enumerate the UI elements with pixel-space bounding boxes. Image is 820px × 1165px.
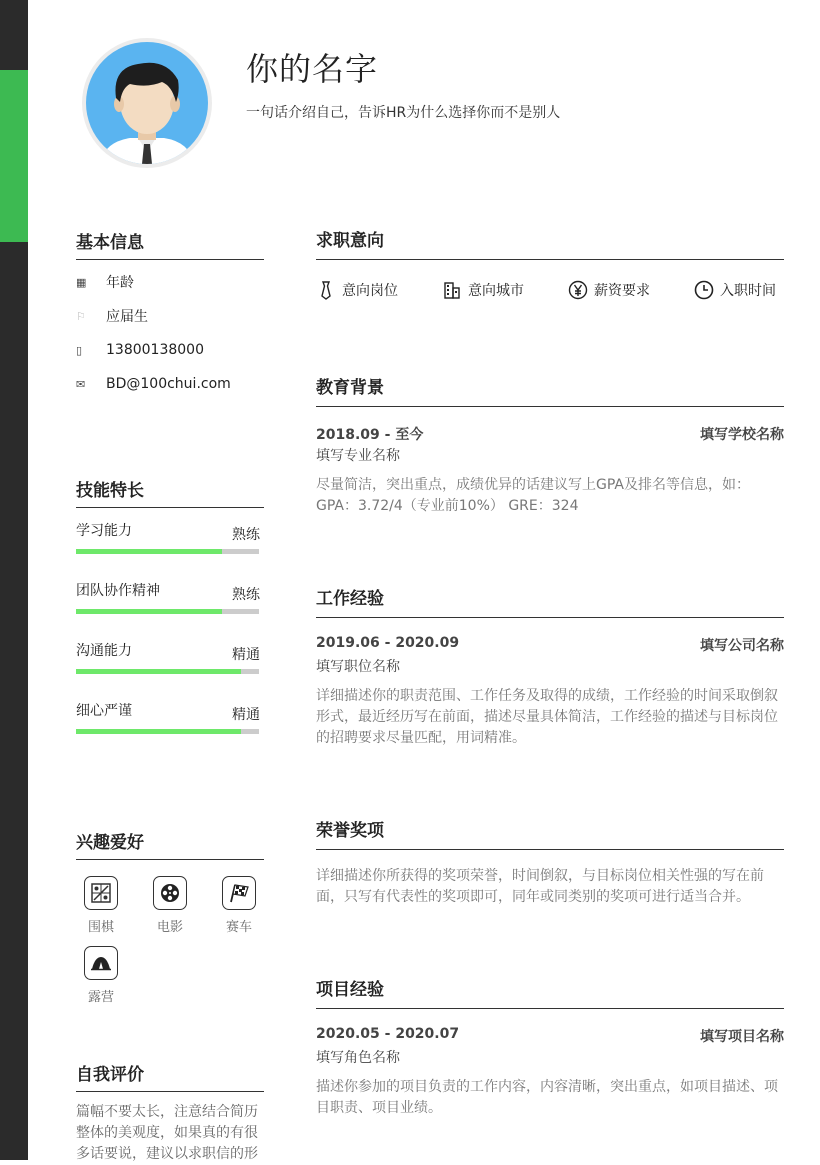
section-title-hobbies: 兴趣爱好 <box>76 833 144 853</box>
job-intent-label: 意向城市 <box>468 283 524 299</box>
section-divider <box>316 406 784 407</box>
info-row-age <box>76 272 134 292</box>
work-date: 2019.06 - 2020.09 <box>316 635 460 651</box>
hobby-item-movie <box>140 876 200 935</box>
project-name: 填写项目名称 <box>700 1029 784 1045</box>
project-role: 填写角色名称 <box>316 1050 400 1066</box>
mail-icon: ✉ <box>76 377 86 391</box>
person-name: 你的名字 <box>246 50 379 88</box>
section-divider <box>76 259 264 260</box>
education-school: 填写学校名称 <box>700 427 784 443</box>
flag-icon: ⚐ <box>76 309 86 323</box>
section-divider <box>316 849 784 850</box>
hobby-item-racing <box>209 876 269 935</box>
honors-description: 详细描述你所获得的奖项荣誉，时间倒叙，与目标岗位相关性强的写在前面，只写有代表性的奖项即可，同年或同类别的奖项可进行适当合并。 <box>316 868 764 905</box>
phone-icon: ▯ <box>76 343 83 357</box>
skill-bar-track <box>76 609 259 614</box>
skill-level: 精通 <box>232 647 260 663</box>
hobby-item-go <box>71 876 131 935</box>
info-row-email <box>76 374 231 394</box>
job-intent-label: 薪资要求 <box>594 283 650 299</box>
section-title-skills: 技能特长 <box>76 481 144 501</box>
yen-icon <box>568 280 588 300</box>
info-row-phone <box>76 340 204 360</box>
hobby-label: 赛车 <box>225 920 252 935</box>
info-row-status <box>76 306 148 326</box>
job-intent-start-date <box>694 280 776 300</box>
section-divider <box>76 859 264 860</box>
film-reel-icon <box>153 876 187 910</box>
skill-bar-fill <box>76 669 241 674</box>
work-position: 填写职位名称 <box>316 659 400 675</box>
section-divider <box>316 617 784 618</box>
skill-level: 精通 <box>232 707 260 723</box>
skill-bar-fill <box>76 729 241 734</box>
info-age-text: 年龄 <box>106 275 134 291</box>
skill-name: 沟通能力 <box>76 643 132 659</box>
section-title-education: 教育背景 <box>316 378 384 398</box>
section-divider <box>316 1008 784 1009</box>
job-intent-salary <box>568 280 650 300</box>
section-title-basic-info: 基本信息 <box>76 233 144 253</box>
self-eval-text: 篇幅不要太长，注意结合简历整体的美观度，如果真的有很多话要说，建议以求职信的形 <box>76 1104 258 1162</box>
project-date: 2020.05 - 2020.07 <box>316 1026 460 1042</box>
hobby-label: 电影 <box>156 920 183 935</box>
calendar-icon: ▦ <box>76 275 87 289</box>
accent-green-strip <box>0 70 28 242</box>
education-date: 2018.09 - 至今 <box>316 427 424 443</box>
hobby-label: 围棋 <box>87 920 114 935</box>
section-title-projects: 项目经验 <box>316 980 384 1000</box>
skill-name: 团队协作精神 <box>76 583 160 599</box>
info-phone-text: 13800138000 <box>106 342 204 358</box>
section-title-self-eval: 自我评价 <box>76 1065 144 1085</box>
skill-name: 学习能力 <box>76 523 132 539</box>
work-company: 填写公司名称 <box>700 638 784 654</box>
person-intro: 一句话介绍自己，告诉HR为什么选择你而不是别人 <box>246 105 561 121</box>
go-board-icon <box>84 876 118 910</box>
project-description: 描述你参加的项目负责的工作内容，内容清晰，突出重点，如项目描述、项目职责、项目业绩。 <box>316 1079 778 1116</box>
avatar <box>82 38 212 168</box>
tie-icon <box>316 280 336 300</box>
building-icon <box>442 280 462 300</box>
section-divider <box>316 259 784 260</box>
education-description: 尽量简洁，突出重点，成绩优异的话建议写上GPA及排名等信息，如：GPA：3.72/4（专业前10%） GRE：324 <box>316 477 750 514</box>
skill-bar-track <box>76 729 259 734</box>
job-intent-label: 入职时间 <box>720 283 776 299</box>
education-major: 填写专业名称 <box>316 448 400 464</box>
skill-bar-fill <box>76 609 222 614</box>
info-email-text[interactable]: BD@100chui.com <box>106 376 231 392</box>
job-intent-label: 意向岗位 <box>342 283 398 299</box>
section-divider <box>76 1091 264 1092</box>
skill-name: 细心严谨 <box>76 703 132 719</box>
section-divider <box>76 507 264 508</box>
skill-bar-track <box>76 549 259 554</box>
tent-icon <box>84 946 118 980</box>
clock-icon <box>694 280 714 300</box>
skill-bar-fill <box>76 549 222 554</box>
job-intent-city <box>442 280 524 300</box>
job-intent-position <box>316 280 398 300</box>
skill-bar-track <box>76 669 259 674</box>
skill-level: 熟练 <box>232 587 260 603</box>
avatar-illustration <box>86 42 208 164</box>
info-status-text: 应届生 <box>106 309 148 325</box>
hobby-label: 露营 <box>87 990 114 1005</box>
skill-level: 熟练 <box>232 527 260 543</box>
section-title-job-intent: 求职意向 <box>316 231 384 251</box>
section-title-honors: 荣誉奖项 <box>316 821 384 841</box>
section-title-work: 工作经验 <box>316 589 384 609</box>
hobby-item-camping <box>71 946 131 1005</box>
work-description: 详细描述你的职责范围、工作任务及取得的成绩，工作经验的时间采取倒叙形式，最近经历写在前面，描述尽量具体简洁，工作经验的描述与目标岗位的招聘要求尽量匹配，用词精准。 <box>316 688 778 746</box>
racing-flag-icon <box>222 876 256 910</box>
